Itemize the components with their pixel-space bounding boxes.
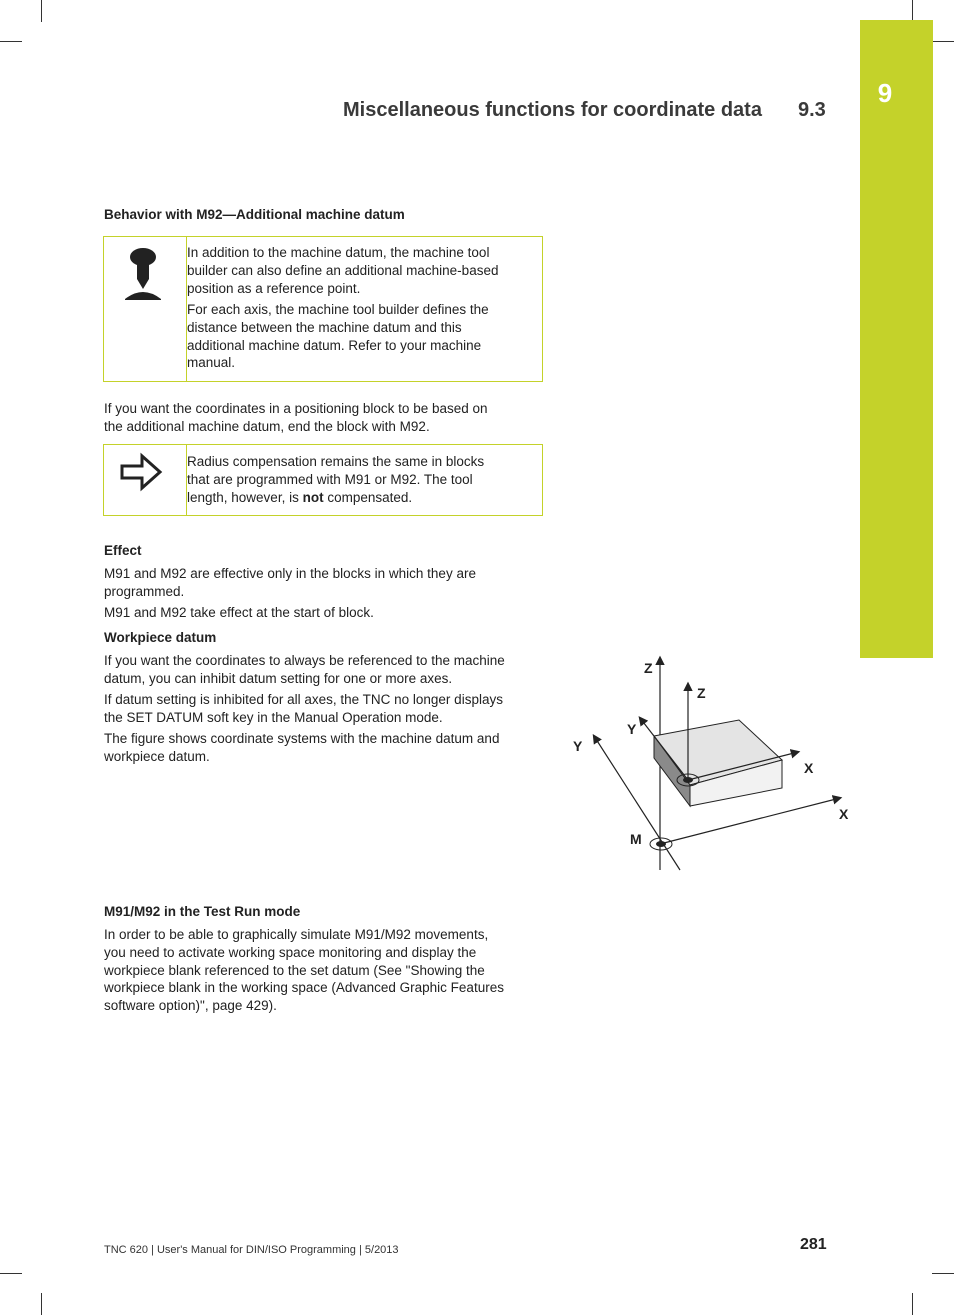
text-line: datum, you can inhibit datum setting for one or more axes.	[104, 670, 453, 686]
machine-x-label: X	[839, 806, 849, 822]
text-line: If you want the coordinates to always be referenced to the machine	[104, 653, 505, 668]
workpiece-paragraph-c	[104, 730, 549, 766]
note-icon-cell	[104, 445, 187, 515]
section-number: 9.3	[798, 99, 826, 121]
text-run: compensated.	[323, 489, 413, 505]
text-line: position as a reference point.	[187, 280, 361, 296]
arrow-right-icon	[104, 445, 186, 515]
machine-datum-label: M	[630, 831, 642, 847]
text-line: Radius compensation remains the same in blocks	[187, 454, 485, 469]
machine-icon	[104, 237, 186, 381]
behavior-heading: Behavior with M92—Additional machine datum	[104, 207, 405, 222]
effect-paragraph-b: M91 and M92 take effect at the start of block.	[104, 605, 374, 620]
note1-para-a	[187, 244, 532, 297]
crop-mark	[41, 1293, 42, 1315]
crop-mark	[0, 41, 22, 42]
testrun-paragraph	[104, 926, 549, 1015]
note2-text	[187, 453, 532, 506]
work-x-label: X	[804, 760, 814, 776]
crop-mark	[912, 0, 913, 22]
note-box-machine	[103, 236, 543, 382]
text-line: If datum setting is inhibited for all axes, the TNC no longer displays	[104, 692, 503, 707]
effect-heading: Effect	[104, 543, 142, 558]
crop-mark	[912, 1293, 913, 1315]
text-run: length, however, is	[187, 489, 303, 505]
text-line: you need to activate working space monitoring and display the	[104, 944, 477, 960]
chapter-number: 9	[877, 78, 893, 108]
text-line: builder can also define an additional machine-based	[187, 262, 499, 278]
text-line	[187, 489, 532, 507]
workpiece-paragraph-b	[104, 691, 549, 727]
note-icon-cell	[104, 237, 187, 381]
work-y-label: Y	[627, 721, 637, 737]
behavior-paragraph	[104, 400, 549, 436]
footer-text: TNC 620 | User's Manual for DIN/ISO Programming | 5/2013	[104, 1244, 399, 1256]
text-line: manual.	[187, 355, 236, 371]
machine-x-axis	[660, 798, 840, 844]
coordinate-systems-figure	[560, 648, 860, 878]
text-line: the SET DATUM soft key in the Manual Operation mode.	[104, 709, 443, 725]
effect-paragraph-a	[104, 565, 549, 601]
text-line: In order to be able to graphically simulate M91/M92 movements,	[104, 927, 489, 942]
text-line: For each axis, the machine tool builder defines the	[187, 302, 489, 317]
work-z-label: Z	[697, 685, 706, 701]
text-line: distance between the machine datum and this	[187, 319, 462, 335]
text-line: the additional machine datum, end the block with M92.	[104, 418, 430, 434]
crop-mark	[932, 1273, 954, 1274]
chapter-tab	[860, 20, 933, 658]
note-box-info	[103, 444, 543, 516]
workpiece-heading: Workpiece datum	[104, 630, 217, 645]
machine-y-label: Y	[573, 738, 583, 754]
text-line: that are programmed with M91 or M92. The tool	[187, 471, 473, 487]
text-line: In addition to the machine datum, the machine tool	[187, 245, 490, 260]
text-line: programmed.	[104, 583, 185, 599]
text-line: workpiece blank referenced to the set datum (See "Showing the	[104, 962, 485, 978]
crop-mark	[41, 0, 42, 22]
text-line: M91 and M92 are effective only in the blocks in which they are	[104, 566, 476, 581]
text-line: workpiece blank in the working space (Advanced Graphic Features	[104, 980, 504, 996]
crop-mark	[0, 1273, 22, 1274]
testrun-heading: M91/M92 in the Test Run mode	[104, 904, 301, 919]
crop-mark	[932, 41, 954, 42]
machine-z-label: Z	[644, 660, 653, 676]
text-line: software option)", page 429).	[104, 998, 277, 1014]
page-number: 281	[800, 1236, 827, 1253]
page-title: Miscellaneous functions for coordinate data	[343, 99, 762, 121]
text-line: workpiece datum.	[104, 748, 210, 764]
emphasis-not: not	[302, 489, 324, 505]
workpiece-paragraph-a	[104, 652, 549, 688]
note1-para-b	[187, 301, 532, 372]
text-line: If you want the coordinates in a positioning block to be based on	[104, 401, 488, 416]
text-line: The figure shows coordinate systems with the machine datum and	[104, 731, 500, 746]
text-line: additional machine datum. Refer to your machine	[187, 337, 482, 353]
